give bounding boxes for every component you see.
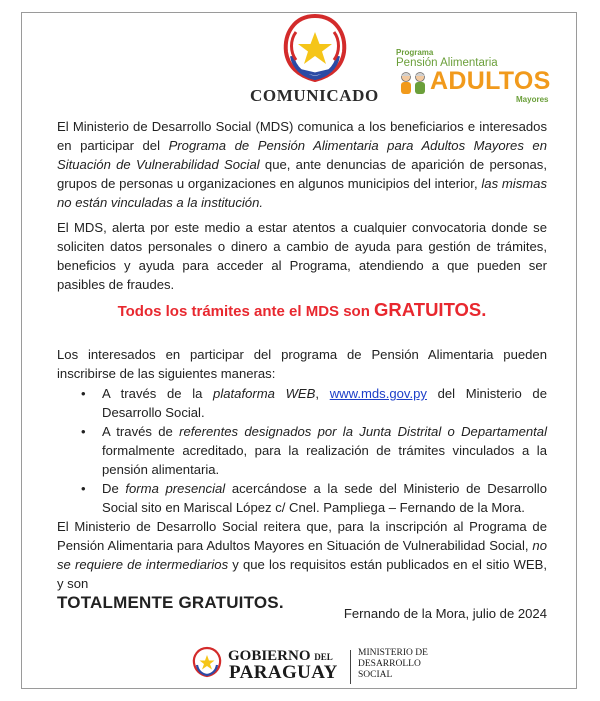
logo-program-label: Programa [396,48,434,57]
government-seal-icon [190,645,224,679]
page-title: COMUNICADO [250,86,379,105]
ministry-label: MINISTERIO DE DESARROLLO SOCIAL [358,648,428,680]
paragraph-registration: Los interesados en participar del programa de Pensión Alimentaria pueden inscribirse de las siguientes maneras: [57,347,547,381]
bullet: • [81,386,86,401]
free-procedures-headline: Todos los trámites ante el MDS son GRATUITOS. [117,299,487,320]
totally-free-text: TOTALMENTE GRATUITOS. [57,593,284,612]
mds-website-link[interactable]: www.mds.gov.py [329,386,427,401]
paragraph-intro: El Ministerio de Desarrollo Social (MDS) comunica a los beneficiarios e interesados en participar del Programa de Pensión Alimentaria para Adultos Mayores en Situación de Vulnerabilidad Social que, ante denuncias de aparición de personas, grupos de personas u organizaciones en algunos municipios del interior, las mismas no están vinculadas a la institución. [57,119,547,210]
elderly-couple-icon [396,70,430,96]
bullet: • [81,424,86,439]
logo-pension-label: Pensión Alimentaria [396,57,498,69]
list-item: • A través de la plataforma WEB, www.mds.gov.py del Ministerio de Desarrollo Social. [81,386,547,420]
paraguay-label: PARAGUAY [229,662,338,683]
list-item: • A través de referentes designados por la Junta Distrital o Departamental formalmente acreditado, para la realización de trámites vinculados a la pensión alimentaria. [81,424,547,477]
list-item: • De forma presencial acercándose a la sede del Ministerio de Desarrollo Social sito en Mariscal López c/ Cnel. Pampliega – Fernando de la Mora. [81,481,547,515]
government-label: GOBIERNO DEL [228,648,333,664]
paragraph-alert: El MDS, alerta por este medio a estar atentos a cualquier convocatoria donde se soliciten datos personales o dinero a cambio de ayuda para gestión de trámites, beneficios y ayuda para acceder al Programa, atendiendo a que pueden ser pasibles de fraudes. [57,220,547,292]
date-line: Fernando de la Mora, julio de 2024 [343,606,547,621]
footer-divider [350,650,351,684]
registration-ways-list [57,384,547,517]
bullet: • [81,481,86,496]
logo-mayores-label: Mayores [516,95,549,104]
national-seal-icon [276,10,354,88]
logo-adultos-label: ADULTOS [430,67,551,95]
paragraph-closing: El Ministerio de Desarrollo Social reitera que, para la inscripción al Programa de Pensión Alimentaria para Adultos Mayores en Situación de Vulnerabilidad Social, no se requiere de intermediarios y que los requisitos están publicados en el sitio WEB, y son TOTALMENTE GRATUITOS. [57,519,547,612]
pension-program-logo [396,48,556,106]
